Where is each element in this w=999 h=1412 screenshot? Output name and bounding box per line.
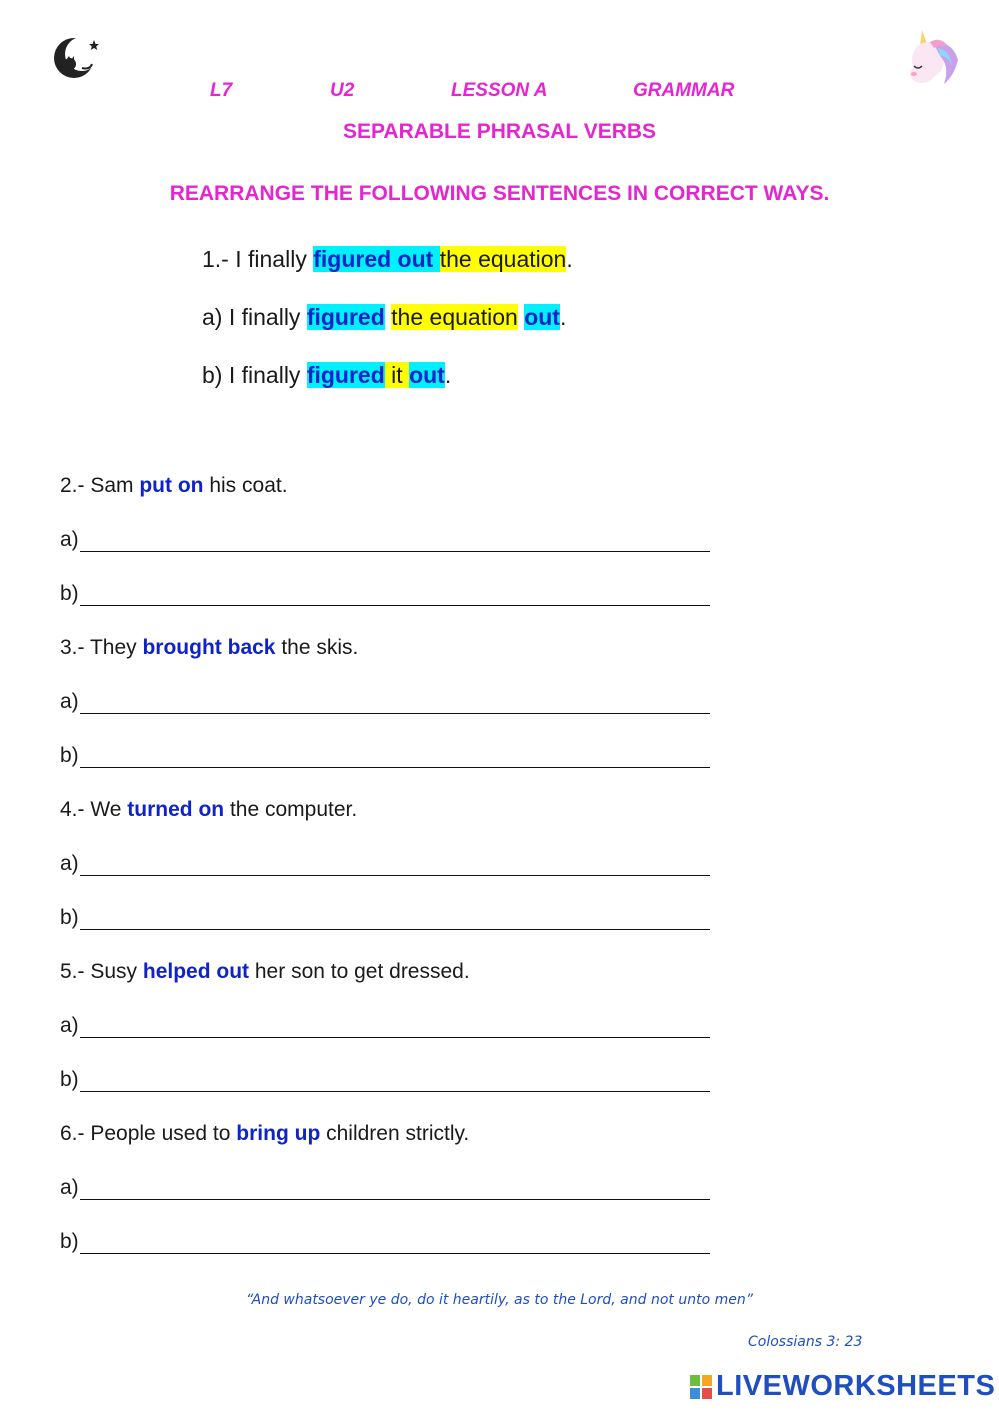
answer-blank[interactable] bbox=[80, 531, 710, 552]
question-6 bbox=[60, 1122, 469, 1146]
answer-blank[interactable] bbox=[80, 1071, 710, 1092]
answer-3b[interactable] bbox=[60, 744, 710, 768]
answer-4a[interactable] bbox=[60, 852, 710, 876]
answer-4b[interactable] bbox=[60, 906, 710, 930]
question-2 bbox=[60, 474, 288, 498]
question-3 bbox=[60, 636, 358, 660]
answer-2b[interactable] bbox=[60, 582, 710, 606]
answer-label: b) bbox=[60, 744, 79, 767]
example-b-object: it bbox=[385, 362, 409, 388]
answer-6b[interactable] bbox=[60, 1230, 710, 1254]
instruction-text: REARRANGE THE FOLLOWING SENTENCES IN CORRECT WAYS. bbox=[169, 182, 830, 205]
answer-label: b) bbox=[60, 582, 79, 605]
example-b-verb: figured bbox=[306, 362, 385, 388]
example-answer-b bbox=[202, 362, 451, 389]
answer-blank[interactable] bbox=[80, 585, 710, 606]
question-suffix: her son to get dressed. bbox=[249, 960, 470, 983]
answer-blank[interactable] bbox=[80, 1233, 710, 1254]
answer-5a[interactable] bbox=[60, 1014, 710, 1038]
example-b-suffix: . bbox=[444, 362, 452, 388]
example-b-prefix: b) I finally bbox=[202, 362, 307, 388]
phrasal-verb: turned on bbox=[127, 798, 225, 821]
answer-blank[interactable] bbox=[80, 1179, 710, 1200]
example-verb: figured out bbox=[313, 246, 440, 272]
example-a-verb: figured bbox=[306, 304, 385, 330]
example-a-particle: out bbox=[524, 304, 560, 330]
answer-label: a) bbox=[60, 852, 79, 875]
example-suffix: . bbox=[566, 246, 573, 272]
phrasal-verb: put on bbox=[139, 474, 204, 497]
answer-label: b) bbox=[60, 906, 79, 929]
answer-label: b) bbox=[60, 1230, 79, 1253]
lesson-label: LESSON A bbox=[451, 80, 548, 101]
answer-2a[interactable] bbox=[60, 528, 710, 552]
question-suffix: the skis. bbox=[275, 636, 359, 659]
quote-reference: Colossians 3: 23 bbox=[748, 1334, 863, 1350]
phrasal-verb: helped out bbox=[142, 960, 250, 983]
example-a-prefix: a) I finally bbox=[202, 304, 307, 330]
question-suffix: children strictly. bbox=[320, 1122, 470, 1145]
example-object: the equation bbox=[439, 246, 567, 272]
answer-blank[interactable] bbox=[80, 909, 710, 930]
question-4 bbox=[60, 798, 357, 822]
answer-6a[interactable] bbox=[60, 1176, 710, 1200]
liveworksheets-logo-icon bbox=[690, 1375, 712, 1399]
answer-label: a) bbox=[60, 690, 79, 713]
example-sentence bbox=[202, 246, 573, 273]
liveworksheets-brand[interactable]: LIVEWORKSHEETS bbox=[716, 1370, 996, 1402]
bible-quote: “And whatsoever ye do, do it heartily, as to the Lord, and not unto men” bbox=[246, 1292, 753, 1308]
answer-blank[interactable] bbox=[80, 747, 710, 768]
answer-label: a) bbox=[60, 1176, 79, 1199]
example-prefix: 1.- I finally bbox=[202, 246, 314, 272]
question-prefix: 4.- We bbox=[60, 798, 128, 821]
example-b-particle: out bbox=[409, 362, 445, 388]
question-5 bbox=[60, 960, 470, 984]
phrasal-verb: brought back bbox=[142, 636, 276, 659]
question-prefix: 3.- They bbox=[60, 636, 143, 659]
unicorn-icon bbox=[900, 26, 964, 90]
example-a-suffix: . bbox=[559, 304, 567, 330]
answer-blank[interactable] bbox=[80, 1017, 710, 1038]
phrasal-verb: bring up bbox=[236, 1122, 321, 1145]
question-prefix: 5.- Susy bbox=[60, 960, 143, 983]
level-label: L7 bbox=[210, 80, 233, 101]
topic-label: GRAMMAR bbox=[633, 80, 735, 101]
answer-3a[interactable] bbox=[60, 690, 710, 714]
page-title: SEPARABLE PHRASAL VERBS bbox=[342, 120, 657, 143]
question-suffix: his coat. bbox=[203, 474, 288, 497]
moon-cat-logo bbox=[52, 34, 102, 80]
unit-label: U2 bbox=[330, 80, 355, 101]
question-prefix: 2.- Sam bbox=[60, 474, 140, 497]
example-answer-a bbox=[202, 304, 566, 331]
answer-blank[interactable] bbox=[80, 693, 710, 714]
answer-blank[interactable] bbox=[80, 855, 710, 876]
question-suffix: the computer. bbox=[224, 798, 358, 821]
answer-label: a) bbox=[60, 1014, 79, 1037]
example-a-object: the equation bbox=[391, 304, 518, 330]
answer-label: b) bbox=[60, 1068, 79, 1091]
answer-label: a) bbox=[60, 528, 79, 551]
answer-5b[interactable] bbox=[60, 1068, 710, 1092]
question-prefix: 6.- People used to bbox=[60, 1122, 237, 1145]
